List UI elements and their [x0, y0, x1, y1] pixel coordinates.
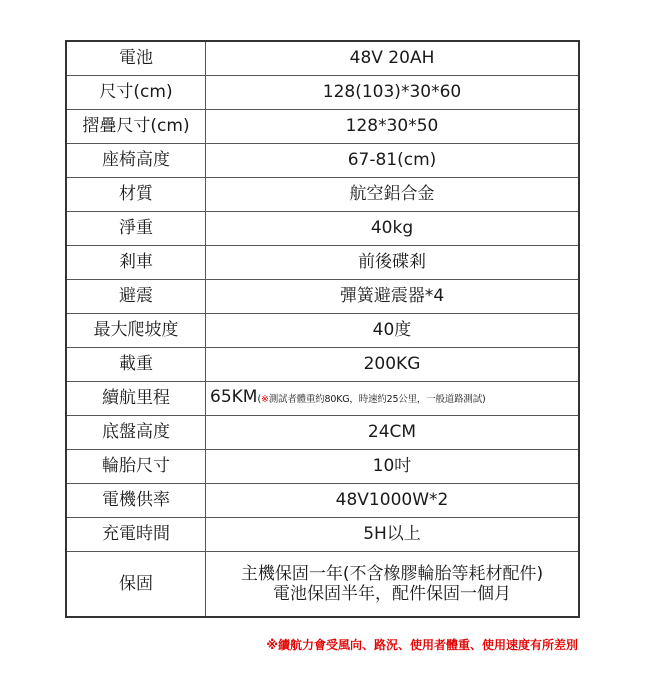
spec-label: 材質: [66, 177, 206, 211]
spec-value: 128*30*50: [206, 109, 580, 143]
spec-row-range: [66, 381, 579, 415]
spec-row-suspension: [66, 279, 579, 313]
spec-value: [206, 381, 580, 415]
spec-label: 摺疊尺寸(cm): [66, 109, 206, 143]
spec-row-charge-time: [66, 517, 579, 551]
spec-row-ground-clearance: [66, 415, 579, 449]
spec-label: 充電時間: [66, 517, 206, 551]
warranty-line-1: 主機保固一年(不含橡膠輪胎等耗材配件): [240, 563, 544, 584]
spec-row-battery: [66, 41, 579, 75]
spec-label: 剎車: [66, 245, 206, 279]
spec-value: 200KG: [206, 347, 580, 381]
spec-label: 電機供率: [66, 483, 206, 517]
range-note-open: (: [257, 393, 261, 405]
spec-value: 48V1000W*2: [206, 483, 580, 517]
reference-mark: ※: [260, 393, 269, 405]
warranty-line-2: 電池保固半年，配件保固一個月: [273, 583, 511, 604]
range-note-text: 測試者體重約80KG，時速約25公里，一般道路測試: [268, 393, 483, 405]
spec-table: [65, 40, 580, 618]
spec-label: 保固: [66, 551, 206, 617]
spec-label: 電池: [66, 41, 206, 75]
spec-label: 輪胎尺寸: [66, 449, 206, 483]
spec-row-seat-height: [66, 143, 579, 177]
range-note-close: ): [482, 393, 486, 405]
spec-row-max-slope: [66, 313, 579, 347]
spec-label: 避震: [66, 279, 206, 313]
spec-value: 5H以上: [206, 517, 580, 551]
spec-label: 載重: [66, 347, 206, 381]
spec-value: 前後碟剎: [206, 245, 580, 279]
spec-row-folded-dimensions: [66, 109, 579, 143]
spec-value: 67-81(cm): [206, 143, 580, 177]
spec-value: 彈簧避震器*4: [206, 279, 580, 313]
spec-row-dimensions: [66, 75, 579, 109]
spec-label: 續航里程: [66, 381, 206, 415]
spec-row-tire-size: [66, 449, 579, 483]
spec-label: 座椅高度: [66, 143, 206, 177]
spec-value: 48V 20AH: [206, 41, 580, 75]
spec-value: 10吋: [206, 449, 580, 483]
spec-value: 24CM: [206, 415, 580, 449]
spec-row-load: [66, 347, 579, 381]
spec-label: 底盤高度: [66, 415, 206, 449]
spec-row-net-weight: [66, 211, 579, 245]
spec-label: 淨重: [66, 211, 206, 245]
spec-value: 40kg: [206, 211, 580, 245]
spec-value: 40度: [206, 313, 580, 347]
spec-row-brake: [66, 245, 579, 279]
spec-row-warranty: [66, 551, 579, 617]
spec-label: 最大爬坡度: [66, 313, 206, 347]
range-value: 65KM: [210, 386, 258, 407]
spec-value: 128(103)*30*60: [206, 75, 580, 109]
spec-label: 尺寸(cm): [66, 75, 206, 109]
spec-row-motor-power: [66, 483, 579, 517]
spec-row-material: [66, 177, 579, 211]
spec-value: 航空鋁合金: [206, 177, 580, 211]
spec-value: [206, 551, 580, 617]
footnote: ※續航力會受風向、路況、使用者體重、使用速度有所差別: [266, 638, 578, 652]
range-note: [257, 394, 485, 405]
